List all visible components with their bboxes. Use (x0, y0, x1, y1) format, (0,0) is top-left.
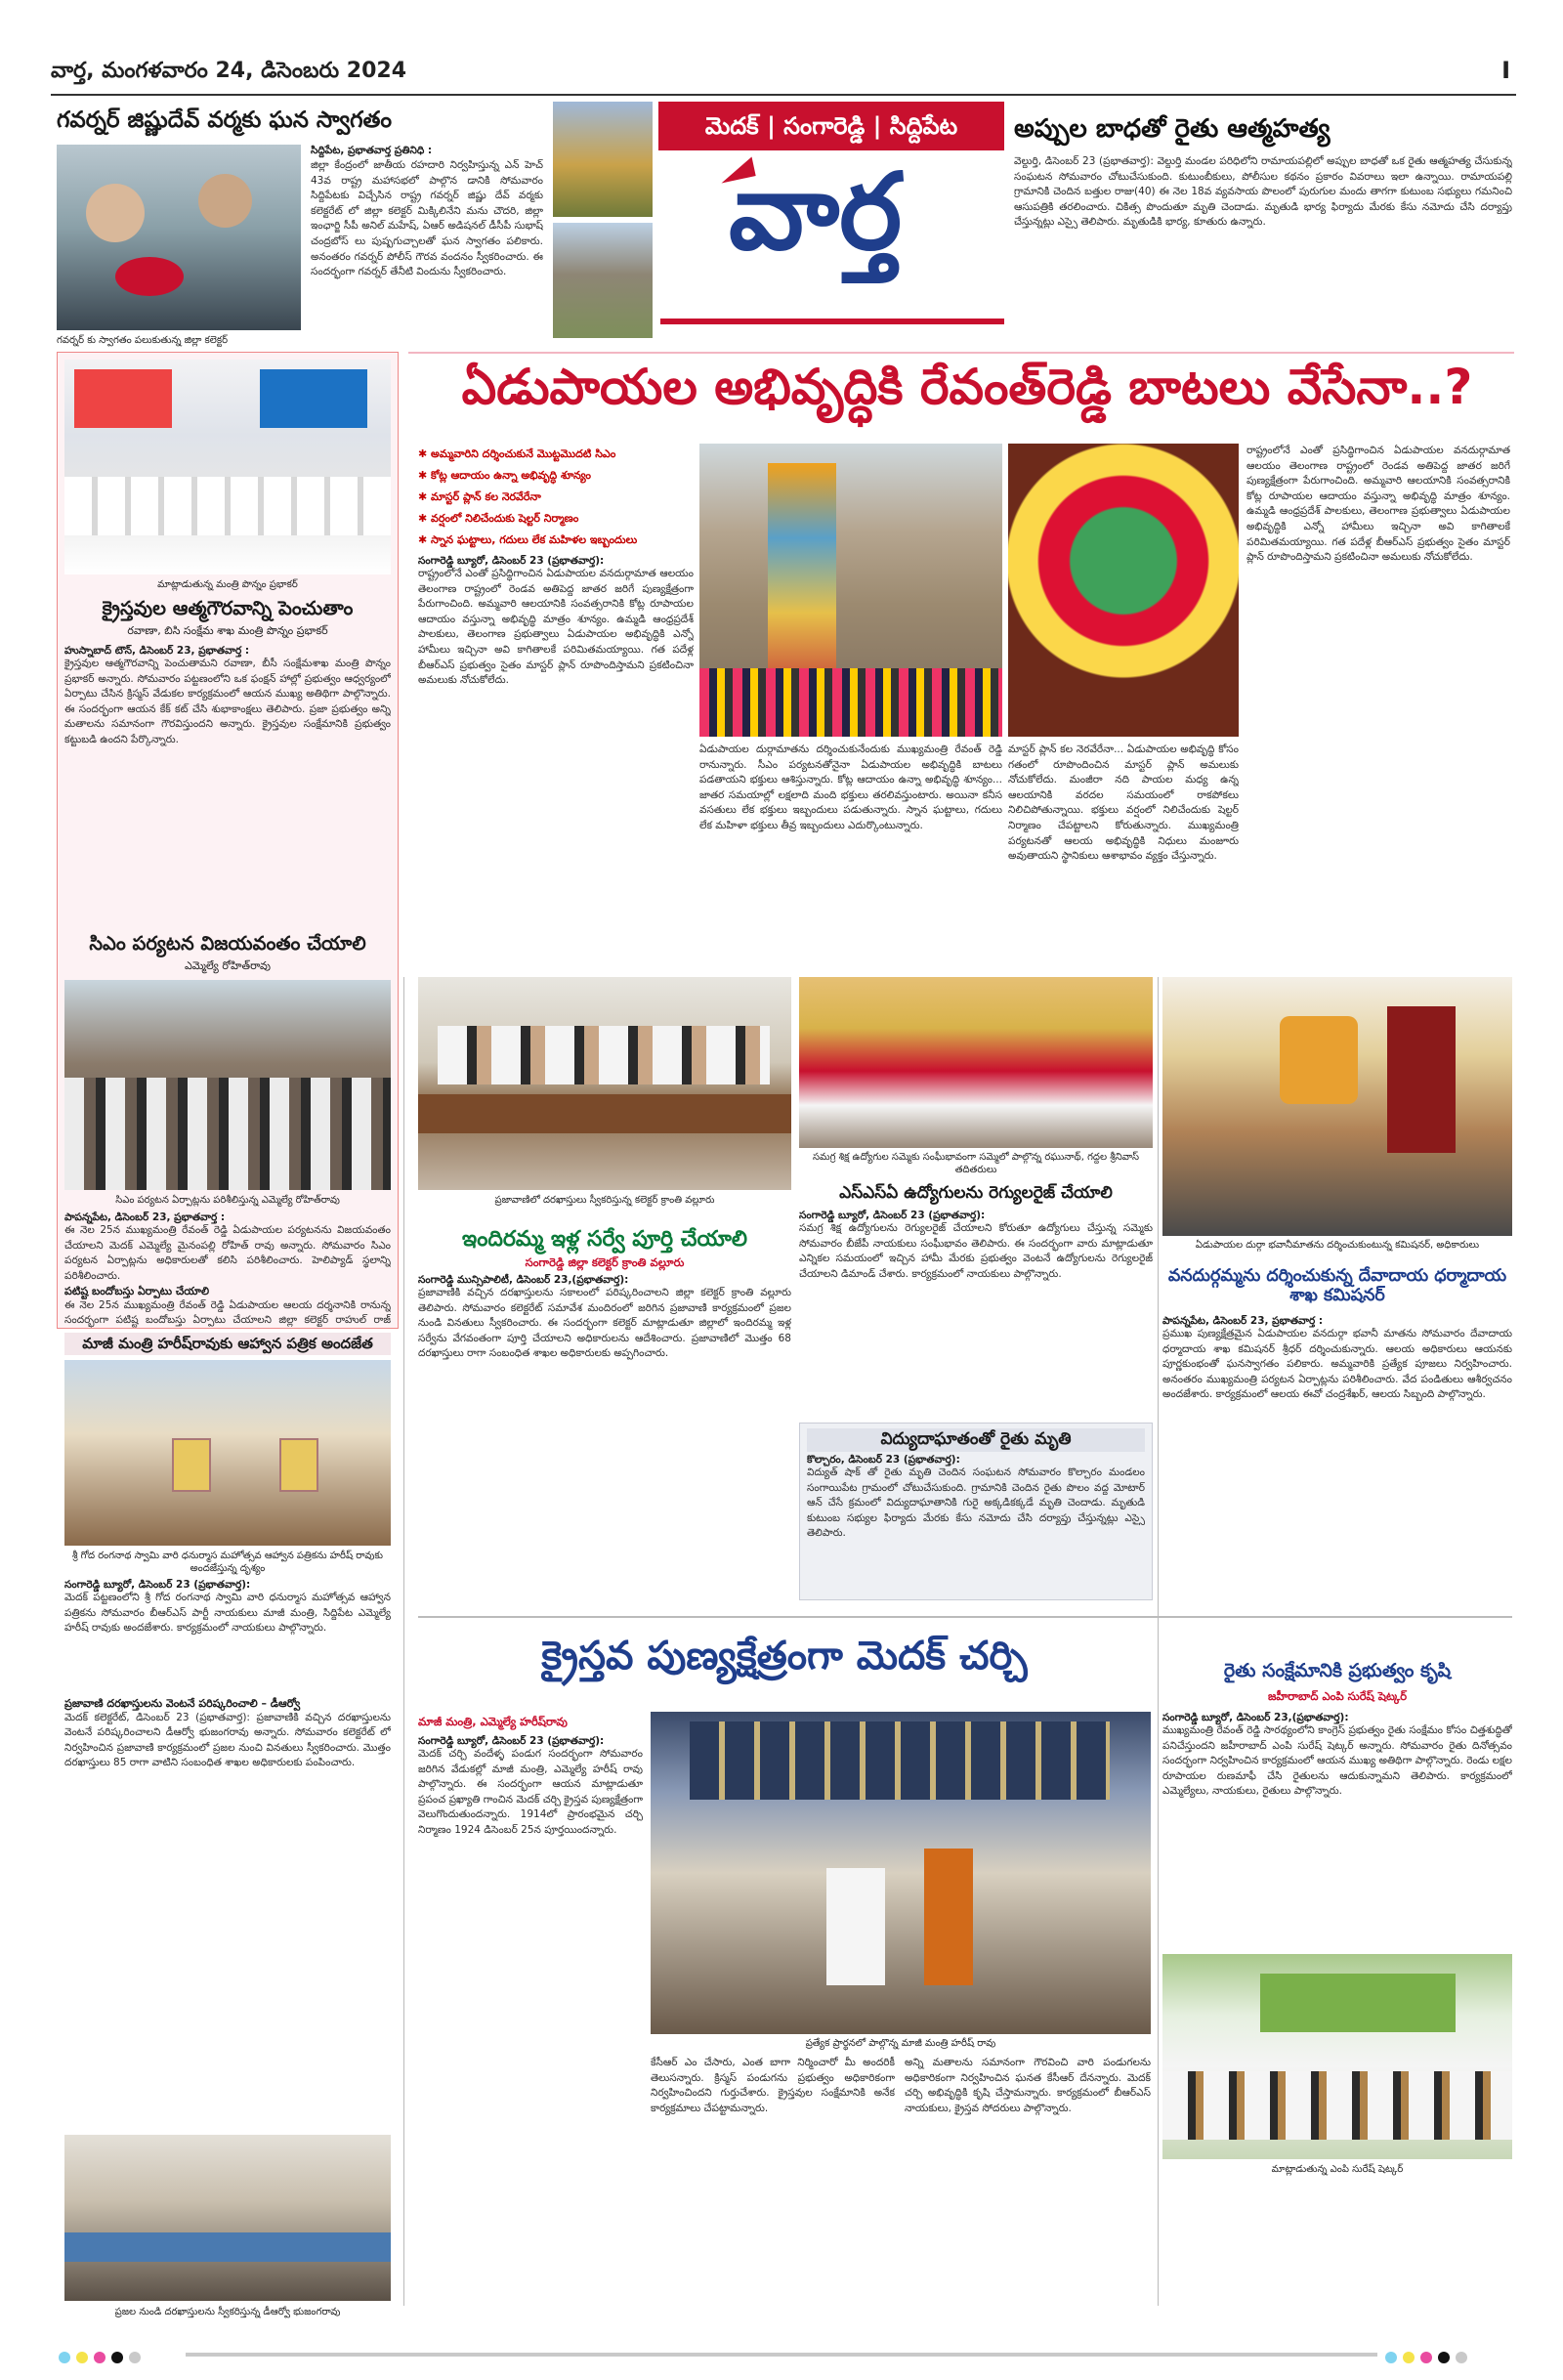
indiramma-headline: ఇందిరమ్మ ఇళ్ల సర్వే పూర్తి చేయాలి (462, 1227, 747, 1252)
column-rule (1158, 977, 1159, 2306)
indiramma-subhead: సంగారెడ్డి జిల్లా కలెక్టర్ క్రాంతి వల్లూరు (525, 1255, 685, 1269)
cmtour-caption: సిఎం పర్యటన ఏర్పాట్లను పరిశీలిస్తున్న ఎమ్మెల్యే రోహిత్‌రావు (115, 1195, 340, 1206)
page-header (51, 57, 1516, 96)
farmer-headline: అప్పుల బాధతో రైతు ఆత్మహత్య (1014, 114, 1331, 144)
indiramma-body: ప్రజావాణికి వచ్చిన దరఖాస్తులను సకాలంలో పరిష్కరించాలని జిల్లా కలెక్టర్ క్రాంతి వల్లూరు తెలిపారు. సోమవారం కలెక్టరేట్ సమావేశ మందిరంలో జరిగిన ప్రజావాణి కార్యక్రమంలో ప్రజల నుండి వినతులు స్వీకరించారు. ఈ సందర్భంగా కలెక్టర్ మాట్లాడుతూ జిల్లాలో ఇందిరమ్మ ఇళ్ల సర్వేను వేగవంతంగా పూర్తి చేయాలని అధికారులను ఆదేశించారు. ప్రజావాణిలో మొత్తం 68 దరఖాస్తులు రాగా సంబంధిత శాఖల అధికారులకు అప్పగించారు. (418, 1287, 791, 1360)
church-body-2: కేసీఆర్ ఎం చేసారు, ఎంత బాగా నిర్మించారో మీ అందరికీ తెలుసన్నారు. క్రిస్మస్ పండుగను ప్రభుత్వం అధికారికంగా నిర్వహించిందని గుర్తుచేశారు. క్రైస్తవుల సంక్షేమానికి అనేక కార్యక్రమాలు చేపట్టామన్నారు. (651, 2057, 895, 2114)
church-photo (651, 1712, 1151, 2034)
gov-caption: గవర్నర్ కు స్వాగతం పలుకుతున్న జిల్లా కలెక్టర్ (57, 335, 229, 346)
lead-bullet: ✱ స్నాన ఘట్టాలు, గదులు లేక మహిళల ఇబ్బందులు (418, 533, 638, 546)
masthead (553, 102, 1004, 341)
prajavani-caption: ప్రజల నుండి దరఖాస్తులను స్వీకరిస్తున్న డీఆర్వో భుజంగరావు (114, 2307, 341, 2317)
lead-body-4: రాష్ట్రంలోనే ఎంతో ప్రసిద్ధిగాంచిన ఏడుపాయల వనదుర్గామాత ఆలయం తెలంగాణ రాష్ట్రంలో రెండవ అతిపెద్ద జాతర జరిగే పుణ్యక్షేత్రంగా పేరుగాంచింది. అమ్మవారి ఆలయానికి సంవత్సరానికి కోట్ల రూపాయల ఆదాయం వస్తున్నా అభివృద్ధి మాత్రం శూన్యం. ఉమ్మడి ఆంధ్రప్రదేశ్ పాలకులు, తెలంగాణ ప్రభుత్వాలు ఏడుపాయల అభివృద్ధికి ఎన్నో హామీలు ఇచ్చినా అవి కాగితాలకే పరిమితమయ్యాయి. గత పదేళ్ల బీఆర్ఎస్ ప్రభుత్వం సైతం మాస్టర్ ప్లాన్ రూపొందిస్తామని ప్రకటించినా అమలుకు నోచుకోలేదు. (1246, 445, 1510, 564)
lead-top-rule (408, 352, 1514, 354)
edition-date: వార్త, మంగళవారం 24, డిసెంబరు 2024 (51, 59, 407, 83)
church-body-3: అన్ని మతాలను సమానంగా గౌరవించి వారి పండుగలను అధికారికంగా నిర్వహించిన ఘనత కేసీఆర్ దేనన్నారు. మెదక్ చర్చి అభివృద్ధికి కృషి చేస్తామన్నారు. కార్యక్రమంలో బీఆర్ఎస్ నాయకులు, క్రైస్తవ సోదరులు పాల్గొన్నారు. (905, 2057, 1151, 2114)
christians-subhead: రవాణా, బిసి సంక్షేమ శాఖ మంత్రి పొన్నం ప్రభాకర్ (127, 624, 328, 637)
lead-bullet: ✱ వర్షంలో నిలిచేందుకు షెల్టర్ నిర్మాణం (418, 512, 579, 525)
registration-marks-right (1385, 2349, 1473, 2367)
harish-headline: మాజీ మంత్రి హరీష్‌రావుకు ఆహ్వాన పత్రిక అందజేత (64, 1333, 391, 1355)
christians-caption: మాట్లాడుతున్న మంత్రి పొన్నం ప్రభాకర్ (157, 579, 298, 590)
vanadurga-caption: ఏడుపాయల దుర్గా భవానీమాతను దర్శించుకుంటున్న కమిషనర్, అధికారులు (1195, 1240, 1480, 1251)
gov-headline: గవర్నర్ జిష్ణుదేవ్ వర్మకు ఘన స్వాగతం (57, 107, 393, 133)
lead-bullet: ✱ అమ్మవారిని దర్శించుకునే మొట్టమొదటి సిఎం (418, 447, 616, 460)
lead-body-1: రాష్ట్రంలోనే ఎంతో ప్రసిద్ధిగాంచిన ఏడుపాయల వనదుర్గామాత ఆలయం తెలంగాణ రాష్ట్రంలో రెండవ అతిపెద్ద జాతర జరిగే పుణ్యక్షేత్రంగా పేరుగాంచింది. అమ్మవారి ఆలయానికి సంవత్సరానికి కోట్ల రూపాయల ఆదాయం వస్తున్నా అభివృద్ధి మాత్రం శూన్యం. ఉమ్మడి ఆంధ్రప్రదేశ్ పాలకులు, తెలంగాణ ప్రభుత్వాలు ఏడుపాయల అభివృద్ధికి ఎన్నో హామీలు ఇచ్చినా అవి కాగితాలకే పరిమితమయ్యాయి. గత పదేళ్ల బీఆర్ఎస్ ప్రభుత్వం సైతం మాస్టర్ ప్లాన్ రూపొందిస్తామని ప్రకటించినా అమలుకు నోచుకోలేదు. (418, 568, 694, 687)
church-dateline: సంగారెడ్డి బ్యూరో, డిసెంబర్ 23 (ప్రభాతవార్త): (418, 1735, 605, 1747)
lead-temple-photo (699, 444, 1002, 737)
lead-bullets (418, 444, 692, 551)
cmtour-body-2: ఈ నెల 25న ముఖ్యమంత్రి రేవంత్ రెడ్డి ఏడుపాయల ఆలయ దర్శనానికి రానున్న సందర్భంగా పటిష్ట బందోబస్తు ఏర్పాటు చేయాలని జిల్లా కలెక్టర్ రాహుల్ రాజ్ (64, 1298, 391, 1327)
church-headline: క్రైస్తవ పుణ్యక్షేత్రంగా మెదక్ చర్చి (541, 1634, 1028, 1679)
christians-photo (64, 360, 391, 574)
masthead-temple-photo (553, 102, 653, 217)
lead-body-2: ఏడుపాయల దుర్గామాతను దర్శించుకునేందుకు ముఖ్యమంత్రి రేవంత్ రెడ్డి రానున్నారు. సీఎం పర్యటనతోనైనా ఏడుపాయల అభివృద్ధికి బాటలు పడతాయని భక్తులు ఆశిస్తున్నారు. కోట్ల ఆదాయం ఉన్నా అభివృద్ధి శూన్యం... జాతర సమయాల్లో లక్షలాది మంది భక్తులు తరలివస్తుంటారు. అయినా కనీస వసతులు లేక భక్తులు ఇబ్బందులు పడుతున్నారు. స్నాన ఘట్టాలు, గదులు లేక మహిళా భక్తులు తీవ్ర ఇబ్బందులు ఎదుర్కొంటున్నారు. (699, 744, 1002, 831)
indiramma-dateline: సంగారెడ్డి మున్సిపాలిటీ, డిసెంబర్ 23,(ప్రభాతవార్త): (418, 1274, 629, 1286)
harish-body: మెదక్ పట్టణంలోని శ్రీ గోద రంగనాథ స్వామి వారి ధనుర్మాస మహోత్సవ ఆహ్వాన పత్రికను సోమవారం బీఆర్ఎస్ పార్టీ నాయకులు మాజీ మంత్రి, సిద్దిపేట ఎమ్మెల్యే హరీష్ రావుకు అందజేశారు. కార్యక్రమంలో నాయకులు పాల్గొన్నారు. (64, 1592, 391, 1635)
prajavani-subhead: ప్రజావాణి దరఖాస్తులను వెంటనే పరిష్కరించాలి – డీఆర్వో (64, 1697, 301, 1711)
cmtour-subhead: ఎమ్మెల్యే రోహిత్‌రావు (184, 959, 272, 972)
lead-bullet: ✱ కోట్ల ఆదాయం ఉన్నా అభివృద్ధి శూన్యం (418, 469, 591, 482)
masthead-logo: వార్త (729, 151, 903, 274)
cmtour-dateline: పాపన్నపేట, డిసెంబర్ 23, ప్రభాతవార్త : (64, 1211, 226, 1223)
vanadurga-photo (1162, 977, 1512, 1236)
harish-photo (64, 1360, 391, 1546)
christians-dateline: హుస్నాబాద్ టౌన్, డిసెంబర్ 23, ప్రభాతవార్త : (64, 645, 250, 657)
church-subhead: మాజీ మంత్రి, ఎమ్మెల్యే హరీష్‌రావు (418, 1715, 568, 1728)
masthead-district-bar: మెదక్ | సంగారెడ్డి | సిద్దిపేట (658, 102, 1004, 150)
rythu-caption: మాట్లాడుతున్న ఎంపి సురేష్ షెట్కర్ (1271, 2164, 1404, 2175)
electric-dateline: కొల్చారం, డిసెంబర్ 23 (ప్రభాతవార్త): (807, 1454, 960, 1466)
ssa-headline: ఎస్ఎస్ఏ ఉద్యోగులను రెగ్యులరైజ్ చేయాలి (839, 1183, 1113, 1203)
lead-bullet: ✱ మాస్టర్ ప్లాన్ కల నెరవేరేనా (418, 490, 541, 503)
prajavani-photo (64, 2135, 391, 2301)
indiramma-photo (418, 977, 791, 1190)
gov-photo (57, 145, 301, 330)
rythu-photo (1162, 1954, 1512, 2159)
page-number: I (1501, 57, 1510, 84)
farmer-body: వెల్దుర్తి, డిసెంబర్ 23 (ప్రభాతవార్త): వెల్దుర్తి మండల పరిధిలోని రామాయపల్లిలో అప్పుల బాధతో ఒక రైతు ఆత్మహత్య చేసుకున్న సంఘటన సోమవారం చోటుచేసుకుంది. కుటుంబీకులు, పోలీసుల కథనం ప్రకారం వివరాలు ఇలా ఉన్నాయి. రామాయపల్లి గ్రామానికి చెందిన బత్తుల రాజు(40) ఈ నెల 18వ వ్యవసాయ పొలంలో పురుగుల మందు తాగగా కుటుంబ సభ్యులు గమనించి ఆసుపత్రికి తరలించారు. చికిత్స పొందుతూ మృతి చెందాడు. మృతుడి భార్య ఫిర్యాదు మేరకు కేసు నమోదు చేసి దర్యాప్తు చేస్తున్నట్లు ఎస్సై తెలిపారు. మృతుడికి భార్య, కూతురు ఉన్నారు. (1014, 155, 1512, 229)
rythu-dateline: సంగారెడ్డి బ్యూరో, డిసెంబర్ 23,(ప్రభాతవార్త): (1162, 1712, 1349, 1723)
ssa-photo (799, 977, 1153, 1148)
vanadurga-headline: వనదుర్గమ్మను దర్శించుకున్న దేవాదాయ ధర్మాదాయ శాఖ కమిషనర్ (1167, 1266, 1507, 1306)
masthead-underline (660, 319, 1004, 324)
indiramma-caption: ప్రజావాణిలో దరఖాస్తులు స్వీకరిస్తున్న కలెక్టర్ క్రాంతి వల్లూరు (494, 1195, 715, 1206)
lead-body-3: మాస్టర్ ప్లాన్ కల నెరవేరేనా... ఏడుపాయల అభివృద్ధి కోసం గతంలో రూపొందించిన మాస్టర్ ప్లాన్ అమలుకు నోచుకోలేదు. మంజీరా నది పాయల మధ్య ఉన్న ఆలయానికి వరదల సమయంలో రాకపోకలు నిలిచిపోతున్నాయి. భక్తులు వర్షంలో నిలిచేందుకు షెల్టర్ నిర్మాణం చేపట్టాలని కోరుతున్నారు. ముఖ్యమంత్రి పర్యటనతో ఆలయ అభివృద్ధికి నిధులు మంజూరు అవుతాయని స్థానికులు ఆశాభావం వ్యక్తం చేస్తున్నారు. (1008, 744, 1239, 863)
registration-marks-left (59, 2349, 147, 2367)
ssa-body: సమగ్ర శిక్ష ఉద్యోగులను రెగ్యులరైజ్ చేయాలని కోరుతూ ఉద్యోగులు చేస్తున్న సమ్మెకు సోమవారం బీజేపీ నాయకులు సంఘీభావం తెలిపారు. ఈ సందర్భంగా వారు మాట్లాడుతూ ఎన్నికల సమయంలో ఇచ్చిన హామీ మేరకు ప్రభుత్వం వెంటనే ఉద్యోగులను రెగ్యులరైజ్ చేయాలని డిమాండ్ చేశారు. కార్యక్రమంలో నాయకులు పాల్గొన్నారు. (799, 1222, 1153, 1280)
vanadurga-body: ప్రముఖ పుణ్యక్షేత్రమైన ఏడుపాయల వనదుర్గా భవానీ మాతను సోమవారం దేవాదాయ ధర్మాదాయ శాఖ కమిషనర్ శ్రీధర్ దర్శించుకున్నారు. ఆలయ అధికారులు ఆయనకు పూర్ణకుంభంతో ఘనస్వాగతం పలికారు. అమ్మవారికి ప్రత్యేక పూజలు నిర్వహించారు. అనంతరం ముఖ్యమంత్రి పర్యటన ఏర్పాట్లను పరిశీలించారు. వేద పండితులు ఆశీర్వచనం అందజేశారు. కార్యక్రమంలో ఆలయ ఈవో చంద్రశేఖర్, ఆలయ సిబ్బంది పాల్గొన్నారు. (1162, 1328, 1512, 1401)
lead-dateline: సంగారెడ్డి బ్యూరో, డిసెంబర్ 23 (ప్రభాతవార్త): (418, 555, 605, 567)
lead-headline: ఏడుపాయల అభివృద్ధికి రేవంత్‌రెడ్డి బాటలు వేసేనా..? (461, 359, 1473, 415)
masthead-church-photo (553, 223, 653, 338)
rythu-subhead: జహీరాబాద్ ఎంపి సురేష్ షెట్కర్ (1267, 1689, 1408, 1703)
vanadurga-dateline: పాపన్నపేట, డిసెంబర్ 23, ప్రభాతవార్త : (1162, 1315, 1324, 1327)
ssa-dateline: సంగారెడ్డి బ్యూరో, డిసెంబర్ 23 (ప్రభాతవార్త): (799, 1210, 986, 1221)
cmtour-subhead-2: పటిష్ట బందోబస్తు ఏర్పాటు చేయాలి (64, 1285, 210, 1298)
cmtour-photo (64, 980, 391, 1190)
church-body-1: మెదక్ చర్చి వందేళ్ళ పండుగ సందర్భంగా సోమవారం జరిగిన వేడుకల్లో మాజీ మంత్రి, ఎమ్మెల్యే హరీష్ రావు పాల్గొన్నారు. ఈ సందర్భంగా ఆయన మాట్లాడుతూ ప్రపంచ ప్రఖ్యాతి గాంచిన మెదక్ చర్చి క్రైస్తవ పుణ్యక్షేత్రంగా వెలుగొందుతుందన్నారు. 1914లో ప్రారంభమైన చర్చి నిర్మాణం 1924 డిసెంబర్ 25న పూర్తయిందన్నారు. (418, 1748, 643, 1837)
electric-headline: విద్యుదాఘాతంతో రైతు మృతి (807, 1428, 1145, 1452)
christians-body: క్రైస్తవుల ఆత్మగౌరవాన్ని పెంచుతామని రవాణా, బీసీ సంక్షేమశాఖ మంత్రి పొన్నం ప్రభాకర్ అన్నారు. సోమవారం పట్టణంలోని ఒక ఫంక్షన్ హాల్లో ప్రభుత్వం ఆధ్వర్యంలో ఏర్పాటు చేసిన క్రిస్మస్ వేడుకల కార్యక్రమంలో ఆయన ముఖ్య అతిథిగా పాల్గొన్నారు. ఈ సందర్భంగా ఆయన కేక్ కట్ చేసి శుభాకాంక్షలు తెలిపారు. ప్రజా ప్రభుత్వం అన్ని మతాలను సమానంగా గౌరవిస్తుందని అన్నారు. క్రైస్తవుల సంక్షేమానికి ప్రభుత్వం కట్టుబడి ఉందని పేర్కొన్నారు. (64, 658, 391, 746)
rythu-headline: రైతు సంక్షేమానికి ప్రభుత్వం కృషి (1223, 1660, 1452, 1681)
gov-dateline: సిద్దిపేట, ప్రభాతవార్త ప్రతినిధి : (311, 145, 433, 156)
harish-dateline: సంగారెడ్డి బ్యూరో, డిసెంబర్ 23 (ప్రభాతవార్త): (64, 1579, 251, 1591)
rythu-body: ముఖ్యమంత్రి రేవంత్ రెడ్డి సారథ్యంలోని కాంగ్రెస్ ప్రభుత్వం రైతు సంక్షేమం కోసం చిత్తశుద్ధితో పనిచేస్తుందని జహీరాబాద్ ఎంపి సురేష్ షెట్కర్ అన్నారు. సోమవారం రైతు దినోత్సవం సందర్భంగా నిర్వహించిన కార్యక్రమంలో ఆయన ముఖ్య అతిథిగా పాల్గొన్నారు. రెండు లక్షల రూపాయల రుణమాఫీ చేసి రైతులను ఆదుకున్నామని తెలిపారు. కార్యక్రమంలో ఎమ్మెల్యేలు, నాయకులు, రైతులు పాల్గొన్నారు. (1162, 1724, 1512, 1798)
cmtour-headline: సిఎం పర్యటన విజయవంతం చేయాలి (89, 932, 366, 955)
christians-headline: క్రైస్తవుల ఆత్మగౌరవాన్ని పెంచుతాం (102, 597, 354, 619)
church-top-rule (418, 1616, 1512, 1618)
prajavani-body: మెదక్ కలెక్టరేట్, డిసెంబర్ 23 (ప్రభాతవార్త): ప్రజావాణికి వచ్చిన దరఖాస్తులను వెంటనే పరిష్కరించాలని డీఆర్వో భుజంగరావు అన్నారు. సోమవారం కలెక్టరేట్ లో నిర్వహించిన ప్రజావాణి కార్యక్రమంలో ప్రజల నుంచి వినతులు స్వీకరించారు. మొత్తం దరఖాస్తులు 85 రాగా వాటిని సంబంధిత శాఖల అధికారులకు పంపించారు. (64, 1711, 391, 1769)
electric-body: విద్యుత్ షాక్ తో రైతు మృతి చెందిన సంఘటన సోమవారం కొల్చారం మండలం సంగాయిపేట గ్రామంలో చోటుచేసుకుంది. గ్రామానికి చెందిన రైతు పొలం వద్ద మోటార్ ఆన్ చేసే క్రమంలో విద్యుదాఘాతానికి గురై అక్కడికక్కడే మృతి చెందాడు. మృతుడి కుటుంబ సభ్యుల ఫిర్యాదు మేరకు కేసు నమోదు చేసి దర్యాప్తు చేస్తున్నట్లు ఎస్సై తెలిపారు. (807, 1466, 1145, 1540)
lead-goddess-photo (1008, 444, 1239, 737)
church-caption: ప్రత్యేక ప్రార్థనలో పాల్గొన్న మాజీ మంత్రి హరీష్ రావు (805, 2038, 996, 2049)
gov-body: జిల్లా కేంద్రంలో జాతీయ రహదారి నిర్వహిస్తున్న ఎన్ హెచ్ 43వ రాష్ట్ర మహాసభలో పాల్గొన డానికి సోమవారం సిద్దిపేటకు విచ్చేసిన రాష్ట్ర గవర్నర్ జిష్ణు దేవ్ వర్మకు కలెక్టరేట్ లో జిల్లా కలెక్టర్ మిక్కిలినేని మను చౌదరి, జిల్లా ఇంఛార్జి సీపీ అనిల్ మహేష్, ఏఆర్ అడిషనల్ డీసీపీ సుభాష్ చంద్రబోస్ లు పుష్పగుచ్చాలతో ఘన స్వాగతం పలికారు. అనంతరం గవర్నర్ పోలీస్ గౌరవ వందనం స్వీకరించారు. ఈ సందర్భంగా గవర్నర్ తేనీటి విందును స్వీకరించారు. (311, 159, 543, 278)
column-rule (403, 977, 404, 2306)
cmtour-body: ఈ నెల 25న ముఖ్యమంత్రి రేవంత్ రెడ్డి ఏడుపాయల పర్యటనను విజయవంతం చేయాలని మెదక్ ఎమ్మెల్యే మైనంపల్లి రోహిత్ రావు అన్నారు. సోమవారం సిఎం పర్యటన ఏర్పాట్లను అధికారులతో కలిసి పరిశీలించారు. హెలిప్యాడ్ స్థలాన్ని పరిశీలించారు. (64, 1224, 391, 1282)
harish-caption: శ్రీ గోద రంగనాథ స్వామి వారి ధనుర్మాస మహోత్సవ ఆహ్వాన పత్రికను హరీష్ రావుకు అందజేస్తున్న దృశ్యం (71, 1551, 384, 1574)
footer-rule (186, 2353, 1377, 2357)
ssa-caption: సమగ్ర శిక్ష ఉద్యోగుల సమ్మెకు సంఘీభావంగా సమ్మెలో పాల్గొన్న రఘునాథ్, గద్దల శ్రీనివాస్ తదితరులు (813, 1152, 1139, 1175)
